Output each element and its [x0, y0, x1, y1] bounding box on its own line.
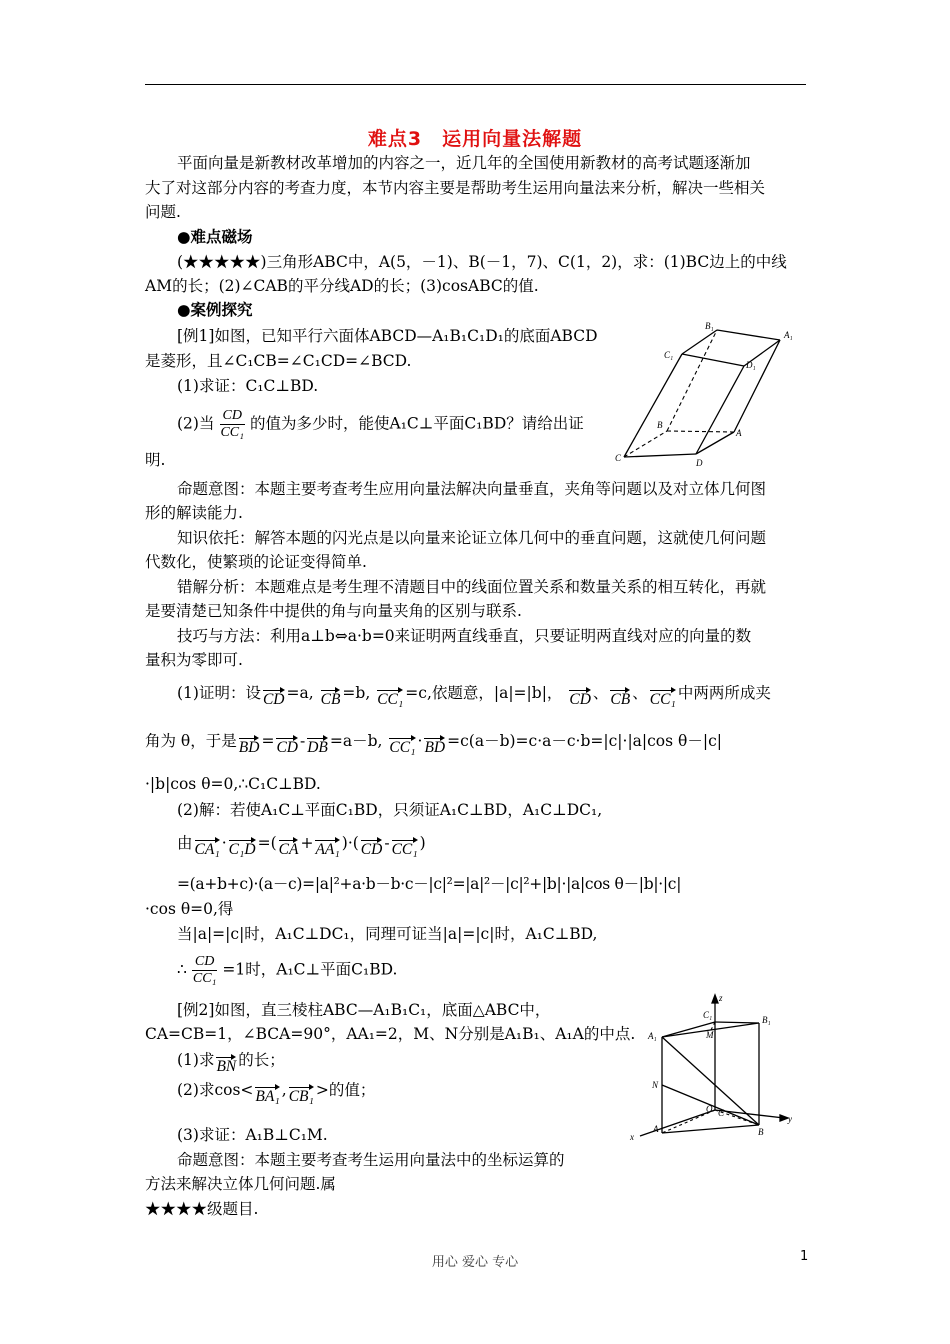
vector-c1d: C₁D [229, 838, 256, 857]
ex1-line-5: 明. [145, 451, 166, 469]
vector-bd: BD [239, 736, 260, 755]
ex1-solution-line-3: =(a+b+c)·(a－c)=|a|²+a·b－b·c－|c|²=|a|²－|c|²+|b|·|a|cos θ－|b|·|c| [177, 875, 682, 893]
hidden-edge-b-a [667, 431, 734, 432]
label-d: D [696, 458, 703, 468]
fraction-numerator: CD [220, 408, 245, 425]
section-heading-cases: ●案例探究 [177, 301, 253, 319]
solution-text: =1时，A₁C⊥平面C₁BD. [222, 960, 398, 979]
ex1-q2-prefix: (2)当 [177, 414, 215, 433]
page-title: 难点3 运用向量法解题 [367, 128, 583, 150]
edge-a-a1 [734, 340, 780, 432]
ex1-proof-line-1 [177, 682, 771, 707]
solution-text: · [221, 834, 227, 852]
ex1-method-2: 量积为零即可. [145, 651, 243, 669]
vector-ba1: BA₁ [255, 1085, 279, 1104]
proof-text: =c(a－b)=c·a－c·b=|c|·|a|cos θ－|c| [447, 732, 722, 750]
vector-bn: BN [216, 1055, 236, 1074]
arrow-z [712, 995, 718, 1003]
ex2-question-1 [177, 1049, 285, 1074]
ex1-knowledge-2: 代数化，使繁琐的论证变得简单. [145, 553, 367, 571]
ex1-solution-line-2 [177, 832, 426, 857]
label-b: B [758, 1127, 764, 1137]
label-c1: C₁ [703, 1010, 713, 1020]
ex1-intent-1: 命题意图：本题主要考查考生应用向量法解决向量垂直，夹角等问题以及对立体几何图 [177, 480, 767, 498]
ex1-proof-line-3: ·|b|cos θ=0,∴C₁C⊥BD. [145, 775, 321, 793]
edge-c-d [624, 454, 696, 457]
vector-cb1: CB₁ [289, 1085, 314, 1104]
proof-text: = [261, 732, 275, 750]
ex2-intent-2: 方法来解决立体几何问题.属 [145, 1175, 336, 1193]
solution-text: =( [257, 834, 277, 852]
vector-cd: CD [276, 736, 298, 755]
question-text: (1)求 [177, 1051, 215, 1069]
section-heading-magnet: ●难点磁场 [177, 228, 253, 246]
vector-db: DB [307, 736, 328, 755]
ex1-method-1: 技巧与方法：利用a⊥b⇔a·b=0来证明两直线垂直，只要证明两直线对应的向量的数 [177, 627, 752, 645]
ex1-line-2: 是菱形，且∠C₁CB=∠C₁CD=∠BCD. [145, 352, 412, 370]
fraction-cd-cc1 [217, 408, 247, 441]
ex1-q2-suffix: 的值为多少时，能使A₁C⊥平面C₁BD？请给出证 [250, 414, 584, 433]
solution-text: - [384, 834, 390, 852]
label-a: A [736, 428, 742, 438]
proof-text: =b, [342, 684, 371, 702]
ex1-line-3: (1)求证：C₁C⊥BD. [177, 377, 319, 395]
proof-text: 、 [632, 684, 648, 702]
intro-line-3: 问题. [145, 203, 181, 221]
proof-text: - [299, 732, 306, 750]
label-o: O [706, 1104, 713, 1114]
label-c: C [718, 1108, 725, 1118]
label-n: N [652, 1080, 659, 1090]
vector-cd: CD [361, 838, 383, 857]
edge-c1-b1 [682, 330, 717, 354]
vector-cb: CB [610, 688, 630, 707]
label-y: y [788, 1114, 792, 1124]
vector-bd: BD [424, 736, 445, 755]
page-number: 1 [800, 1249, 809, 1264]
solution-text: )·( [341, 834, 359, 852]
vector-ca1: CA₁ [195, 838, 220, 857]
fraction-numerator: CD [192, 954, 217, 971]
ex2-question-2 [177, 1079, 375, 1104]
ex1-solution-line-1: (2)解：若使A₁C⊥平面C₁BD，只须证A₁C⊥BD，A₁C⊥DC₁, [177, 801, 603, 819]
solution-text: ) [419, 834, 426, 852]
edge-a-b [662, 1125, 759, 1133]
proof-text: (1)证明：设 [177, 684, 261, 702]
hidden-edge-b-b1 [667, 330, 717, 431]
proof-text: 中两两所成夹 [677, 684, 771, 702]
proof-text: 、 [592, 684, 609, 702]
ex1-error-1: 错解分析：本题难点是考生理不清题目中的线面位置关系和数量关系的相互转化，再就 [177, 578, 767, 596]
question-text: >的值； [315, 1081, 376, 1099]
label-c: C [615, 453, 622, 463]
ex2-level: ★★★★级题目. [145, 1200, 259, 1218]
vector-cd: CD [263, 688, 285, 707]
ex1-solution-line-4: ·cos θ=0,得 [145, 900, 234, 918]
label-b1: B₁ [762, 1015, 771, 1025]
ex1-solution-line-6 [177, 954, 397, 987]
page-footer: 用心 爱心 专心 [431, 1255, 519, 1270]
edge-c-c1 [624, 354, 682, 457]
ex1-line-4 [177, 408, 584, 441]
solution-text: ∴ [177, 960, 187, 979]
label-x: x [630, 1132, 634, 1142]
label-a1: A₁ [784, 330, 793, 340]
fraction-denominator: CC₁ [192, 971, 217, 986]
label-a1: A₁ [648, 1031, 657, 1041]
label-a: A [653, 1124, 659, 1134]
label-b: B [657, 420, 663, 430]
problem-line-2: AM的长；(2)∠CAB的平分线AD的长；(3)cosABC的值. [145, 277, 539, 295]
ex1-proof-line-2 [145, 730, 722, 755]
label-z: z [719, 993, 723, 1003]
proof-text: =a－b, [329, 732, 383, 750]
vector-cc1: CC₁ [377, 688, 403, 707]
edge-b1-a1 [717, 330, 780, 340]
ex1-knowledge-1: 知识依托：解答本题的闪光点是以向量来论证立体几何中的垂直问题，这就使几何问题 [177, 529, 767, 547]
problem-line-1: (★★★★★)三角形ABC中，A(5，－1)、B(－1，7)、C(1，2)，求：(1)BC边上的中线 [177, 253, 787, 271]
label-c1: C₁ [664, 350, 674, 360]
ex2-line-1: [例2]如图，直三棱柱ABC—A₁B₁C₁，底面△ABC中， [177, 1001, 551, 1019]
proof-text: =a, [286, 684, 314, 702]
intro-line-2: 大了对这部分内容的考查力度，本节内容主要是帮助考生运用向量法来分析，解决一些相关 [145, 179, 766, 197]
question-text: 的长； [238, 1051, 285, 1069]
proof-text: 角为 θ，于是 [145, 732, 237, 750]
ex2-line-2: CA=CB=1，∠BCA=90°，AA₁=2，M、N分别是A₁B₁、A₁A的中点. [145, 1025, 636, 1043]
proof-text: =c,依题意，|a|=|b|， [405, 684, 563, 702]
question-text: , [281, 1081, 287, 1099]
ex2-question-3: (3)求证：A₁B⊥C₁M. [177, 1126, 328, 1144]
ex1-error-2: 是要清楚已知条件中提供的角与向量夹角的区别与联系. [145, 602, 522, 620]
label-d1: D₁ [746, 360, 756, 370]
intro-line-1: 平面向量是新教材改革增加的内容之一，近几年的全国使用新教材的高考试题逐渐加 [177, 154, 751, 172]
solution-text: + [300, 834, 314, 852]
question-text: (2)求cos< [177, 1081, 254, 1099]
vector-cc1: CC₁ [650, 688, 676, 707]
vector-ca: CA [279, 838, 299, 857]
ex1-intent-2: 形的解读能力. [145, 504, 243, 522]
prism-figure [626, 990, 806, 1142]
arrow-y [780, 1115, 788, 1121]
vector-cd: CD [569, 688, 591, 707]
fraction-denominator: CC₁ [220, 425, 245, 440]
header-rule [145, 84, 806, 85]
edge-c1-b1 [715, 1022, 759, 1023]
label-b1: B₁ [705, 321, 714, 331]
edge-d1-c1 [682, 354, 744, 366]
vector-cc1: CC₁ [389, 736, 415, 755]
fraction-cd-cc1 [190, 954, 220, 987]
label-m: M [706, 1030, 714, 1040]
vector-aa1: AA₁ [315, 838, 339, 857]
proof-text: · [417, 732, 423, 750]
hidden-edge-c-b [624, 431, 667, 457]
vector-cb: CB [321, 688, 341, 707]
ex2-intent-1: 命题意图：本题主要考查考生运用向量法中的坐标运算的 [177, 1151, 565, 1169]
vector-cc1: CC₁ [392, 838, 418, 857]
parallelepiped-figure [612, 316, 812, 468]
ex1-solution-line-5: 当|a|=|c|时，A₁C⊥DC₁，同理可证当|a|=|c|时，A₁C⊥BD, [177, 925, 598, 943]
ex1-line-1: [例1]如图，已知平行六面体ABCD—A₁B₁C₁D₁的底面ABCD [177, 327, 598, 345]
solution-text: 由 [177, 834, 193, 852]
